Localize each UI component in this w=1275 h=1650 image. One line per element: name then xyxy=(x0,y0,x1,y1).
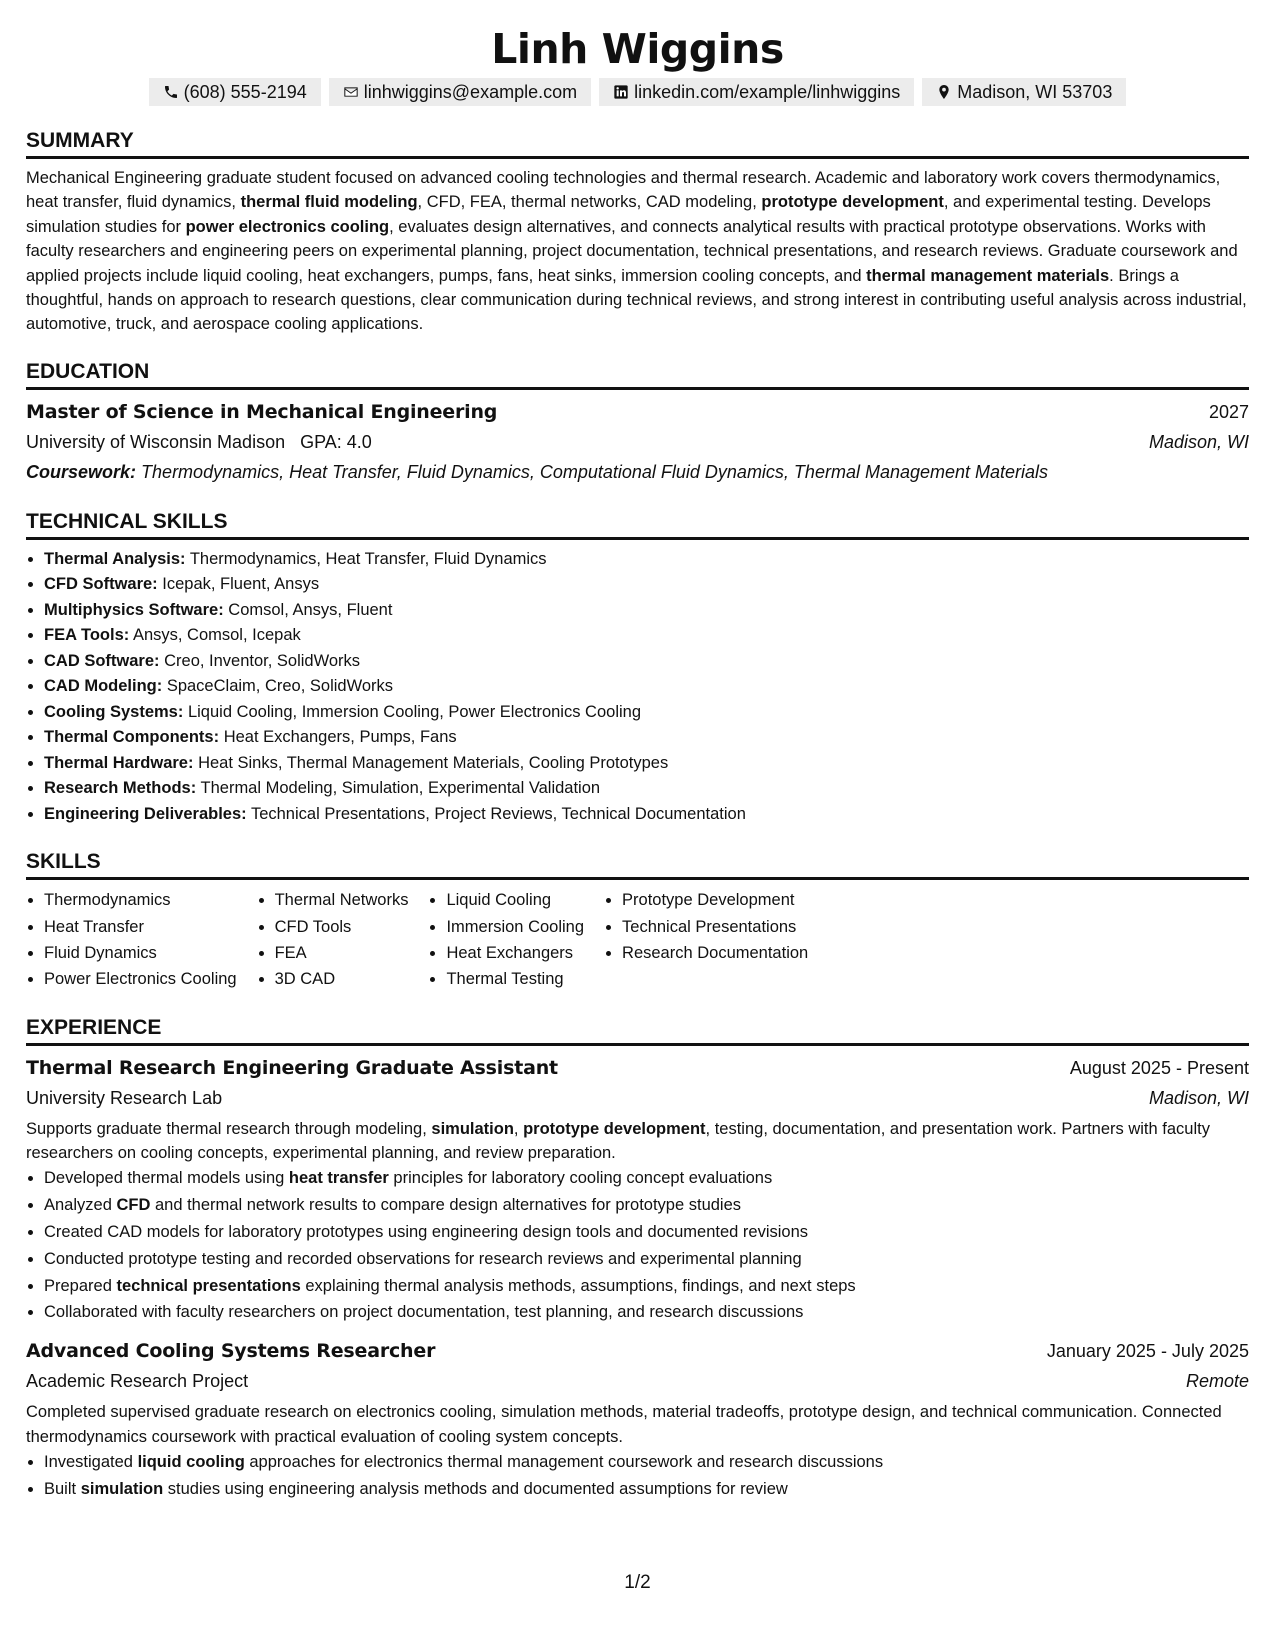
keyword: simulation xyxy=(80,1479,164,1498)
list-item xyxy=(44,572,1249,598)
skill-value: Thermal Modeling, Simulation, Experimental Validation xyxy=(200,779,601,798)
list-item: • FEA xyxy=(275,940,409,966)
text-run: Created CAD models for laboratory prototypes using engineering design tools and documented revisions xyxy=(44,1222,809,1241)
contact-phone[interactable] xyxy=(149,78,321,106)
skills-column xyxy=(26,887,237,992)
list-item: • Heat Transfer xyxy=(44,914,237,940)
skill-value: Icepak, Fluent, Ansys xyxy=(162,575,320,594)
list-item: • Immersion Cooling xyxy=(446,914,584,940)
experience-entry xyxy=(26,1053,1249,1327)
list-item xyxy=(44,1219,1249,1246)
list-item xyxy=(44,776,1249,802)
text-run: studies using engineering analysis methods and documented assumptions for review xyxy=(163,1479,788,1498)
text-run: Investigated xyxy=(44,1452,138,1471)
school-info xyxy=(26,427,372,457)
job-summary xyxy=(26,1117,1249,1166)
technical-skills-heading: TECHNICAL SKILLS xyxy=(26,509,1249,540)
text-run: explaining thermal analysis methods, assumptions, findings, and next steps xyxy=(300,1276,856,1295)
job-location: Remote xyxy=(1185,1371,1249,1392)
skill-label: Thermal Analysis: xyxy=(44,549,186,568)
skills-heading: SKILLS xyxy=(26,849,1249,880)
skill-value: Comsol, Ansys, Fluent xyxy=(228,600,393,619)
coursework xyxy=(26,457,1249,487)
skill-value: Creo, Inventor, SolidWorks xyxy=(164,651,361,670)
keyword: prototype development xyxy=(523,1119,706,1138)
gpa: GPA: 4.0 xyxy=(300,431,372,452)
skill-label: CAD Software: xyxy=(44,651,160,670)
list-item: • Thermal Testing xyxy=(446,966,584,992)
contact-location-text: Madison, WI 53703 xyxy=(957,82,1113,102)
job-organization: Academic Research Project xyxy=(26,1371,249,1392)
candidate-name: Linh Wiggins xyxy=(491,25,784,73)
text-run: Developed thermal models using xyxy=(44,1169,289,1188)
degree-title: Master of Science in Mechanical Engineering xyxy=(26,400,498,423)
skill-label: Research Methods: xyxy=(44,779,197,798)
coursework-list: Thermodynamics, Heat Transfer, Fluid Dynamics, Computational Fluid Dynamics, Thermal Management Materials xyxy=(141,461,1049,482)
text-run: Conducted prototype testing and recorded observations for research reviews and experimental planning xyxy=(44,1249,802,1268)
summary-text xyxy=(26,166,1249,337)
envelope-icon xyxy=(343,84,359,100)
list-item xyxy=(44,1246,1249,1273)
skill-label: Thermal Hardware: xyxy=(44,753,194,772)
skill-label: Multiphysics Software: xyxy=(44,600,224,619)
text-run: Collaborated with faculty researchers on project documentation, test planning, and research discussions xyxy=(44,1303,804,1322)
summary-run: Mechanical Engineering graduate student focused on advanced cooling technologies and thermal research. Academic and laboratory work covers thermodynamics, heat transfer, fluid dynamics, xyxy=(26,169,1221,212)
list-item xyxy=(44,1476,1249,1503)
skills-column xyxy=(428,887,584,992)
graduation-year: 2027 xyxy=(1208,401,1249,422)
contact-email[interactable] xyxy=(329,78,591,106)
text-run: principles for laboratory cooling concept evaluations xyxy=(388,1169,773,1188)
list-item: • Technical Presentations xyxy=(622,914,808,940)
experience-section xyxy=(26,1015,1249,1503)
text-run: , testing, documentation, and presentation work. Partners with faculty researchers on cooling concepts, experimental planning, and review preparation. xyxy=(26,1119,1210,1162)
job-organization: University Research Lab xyxy=(26,1087,223,1108)
list-item xyxy=(44,751,1249,777)
skill-value: Heat Exchangers, Pumps, Fans xyxy=(223,728,457,747)
skill-label: CFD Software: xyxy=(44,575,158,594)
contact-location xyxy=(922,78,1126,106)
keyword: liquid cooling xyxy=(137,1452,245,1471)
list-item: • 3D CAD xyxy=(275,966,409,992)
education-school-row xyxy=(26,427,1249,457)
list-item xyxy=(44,700,1249,726)
job-title-row xyxy=(26,1053,1249,1083)
list-item: • Research Documentation xyxy=(622,940,808,966)
keyword: simulation xyxy=(431,1119,514,1138)
summary-run: . Brings a thoughtful, hands on approach to research questions, clear communication during technical reviews, and strong interest in contributing useful analysis across industrial, automotive, truck, and aerospace cooling applications. xyxy=(26,266,1247,334)
experience-entry xyxy=(26,1336,1249,1502)
summary-run: , evaluates design alternatives, and connects analytical results with practical prototype observations. Works with faculty researchers and engineering peers on experimental planning, project documentation, technical presentations, and research reviews. Graduate coursework and applied projects include liquid cooling, heat exchangers, pumps, fans, heat sinks, immersion cooling concepts, and xyxy=(26,217,1238,285)
skills-columns xyxy=(26,887,1249,992)
coursework-label: Coursework: xyxy=(26,461,137,482)
education-heading: EDUCATION xyxy=(26,359,1249,390)
skill-value: SpaceClaim, Creo, SolidWorks xyxy=(166,677,394,696)
text-run: Prepared xyxy=(44,1276,117,1295)
list-item: • Thermal Networks xyxy=(275,887,409,913)
text-run: Analyzed xyxy=(44,1196,117,1215)
job-title: Thermal Research Engineering Graduate Assistant xyxy=(26,1056,558,1079)
skill-value: Ansys, Comsol, Icepak xyxy=(132,626,301,645)
contact-linkedin[interactable] xyxy=(599,78,914,106)
summary-keyword: thermal fluid modeling xyxy=(240,193,418,212)
skill-label: FEA Tools: xyxy=(44,626,130,645)
list-item xyxy=(44,802,1249,828)
list-item: • Thermodynamics xyxy=(44,887,237,913)
list-item xyxy=(44,1273,1249,1300)
skill-label: Engineering Deliverables: xyxy=(44,804,247,823)
location-pin-icon xyxy=(936,84,952,100)
list-item: • Liquid Cooling xyxy=(446,887,584,913)
page-number: 1/2 xyxy=(624,1572,651,1593)
education-degree-row xyxy=(26,397,1249,427)
school-name: University of Wisconsin Madison xyxy=(26,431,286,452)
contact-bar xyxy=(26,78,1249,106)
phone-icon xyxy=(163,84,179,100)
skill-label: CAD Modeling: xyxy=(44,677,163,696)
list-item: • CFD Tools xyxy=(275,914,409,940)
keyword: heat transfer xyxy=(288,1169,389,1188)
skill-label: Cooling Systems: xyxy=(44,702,184,721)
skill-value: Technical Presentations, Project Reviews, Technical Documentation xyxy=(250,804,746,823)
list-item xyxy=(44,649,1249,675)
job-org-row xyxy=(26,1366,1249,1396)
list-item xyxy=(44,725,1249,751)
text-run: Built xyxy=(44,1479,81,1498)
list-item xyxy=(44,623,1249,649)
job-bullets xyxy=(26,1449,1249,1503)
technical-skills-section xyxy=(26,509,1249,828)
list-item xyxy=(44,1449,1249,1476)
summary-run: , and experimental testing. Develops simulation studies for xyxy=(26,193,1211,236)
text-run: Completed supervised graduate research on electronics cooling, simulation methods, material tradeoffs, prototype design, and technical communication. Connected thermodynamics coursework with practical evaluation of cooling system concepts. xyxy=(26,1403,1222,1446)
list-item: • Heat Exchangers xyxy=(446,940,584,966)
summary-keyword: prototype development xyxy=(761,193,944,212)
contact-linkedin-text: linkedin.com/example/linhwiggins xyxy=(634,82,901,102)
job-title: Advanced Cooling Systems Researcher xyxy=(26,1340,436,1363)
job-summary xyxy=(26,1400,1249,1449)
list-item: • Prototype Development xyxy=(622,887,808,913)
skills-section xyxy=(26,849,1249,992)
school-location: Madison, WI xyxy=(1148,431,1249,452)
technical-skills-list xyxy=(26,547,1249,828)
list-item xyxy=(44,1299,1249,1326)
text-run: Supports graduate thermal research through modeling, xyxy=(26,1119,432,1138)
job-bullets xyxy=(26,1165,1249,1326)
job-org-row xyxy=(26,1083,1249,1113)
education-section xyxy=(26,359,1249,487)
skill-label: Thermal Components: xyxy=(44,728,220,747)
list-item xyxy=(44,1192,1249,1219)
list-item xyxy=(44,547,1249,573)
summary-keyword: power electronics cooling xyxy=(185,217,390,236)
summary-section xyxy=(26,128,1249,337)
job-dates: August 2025 - Present xyxy=(1069,1057,1249,1078)
skill-value: Heat Sinks, Thermal Management Materials, Cooling Prototypes xyxy=(198,753,669,772)
list-item: • Fluid Dynamics xyxy=(44,940,237,966)
job-dates: January 2025 - July 2025 xyxy=(1046,1341,1249,1362)
skills-column xyxy=(257,887,409,992)
keyword: technical presentations xyxy=(116,1276,301,1295)
linkedin-icon xyxy=(613,84,629,100)
text-run: approaches for electronics thermal management coursework and research discussions xyxy=(244,1452,884,1471)
skills-column xyxy=(604,887,808,992)
experience-heading: EXPERIENCE xyxy=(26,1015,1249,1046)
skill-value: Thermodynamics, Heat Transfer, Fluid Dynamics xyxy=(189,549,547,568)
summary-run: , CFD, FEA, thermal networks, CAD modeling, xyxy=(417,193,762,212)
list-item: • Power Electronics Cooling xyxy=(44,966,237,992)
contact-email-text: linhwiggins@example.com xyxy=(363,82,578,102)
keyword: CFD xyxy=(116,1196,151,1215)
text-run: , xyxy=(513,1119,524,1138)
job-location: Madison, WI xyxy=(1148,1087,1249,1108)
contact-phone-text: (608) 555-2194 xyxy=(183,82,307,102)
list-item xyxy=(44,598,1249,624)
list-item xyxy=(44,1165,1249,1192)
list-item xyxy=(44,674,1249,700)
summary-heading: SUMMARY xyxy=(26,128,1249,159)
text-run: and thermal network results to compare design alternatives for prototype studies xyxy=(150,1196,742,1215)
job-title-row xyxy=(26,1336,1249,1366)
skill-value: Liquid Cooling, Immersion Cooling, Power Electronics Cooling xyxy=(187,702,642,721)
summary-keyword: thermal management materials xyxy=(866,266,1110,285)
